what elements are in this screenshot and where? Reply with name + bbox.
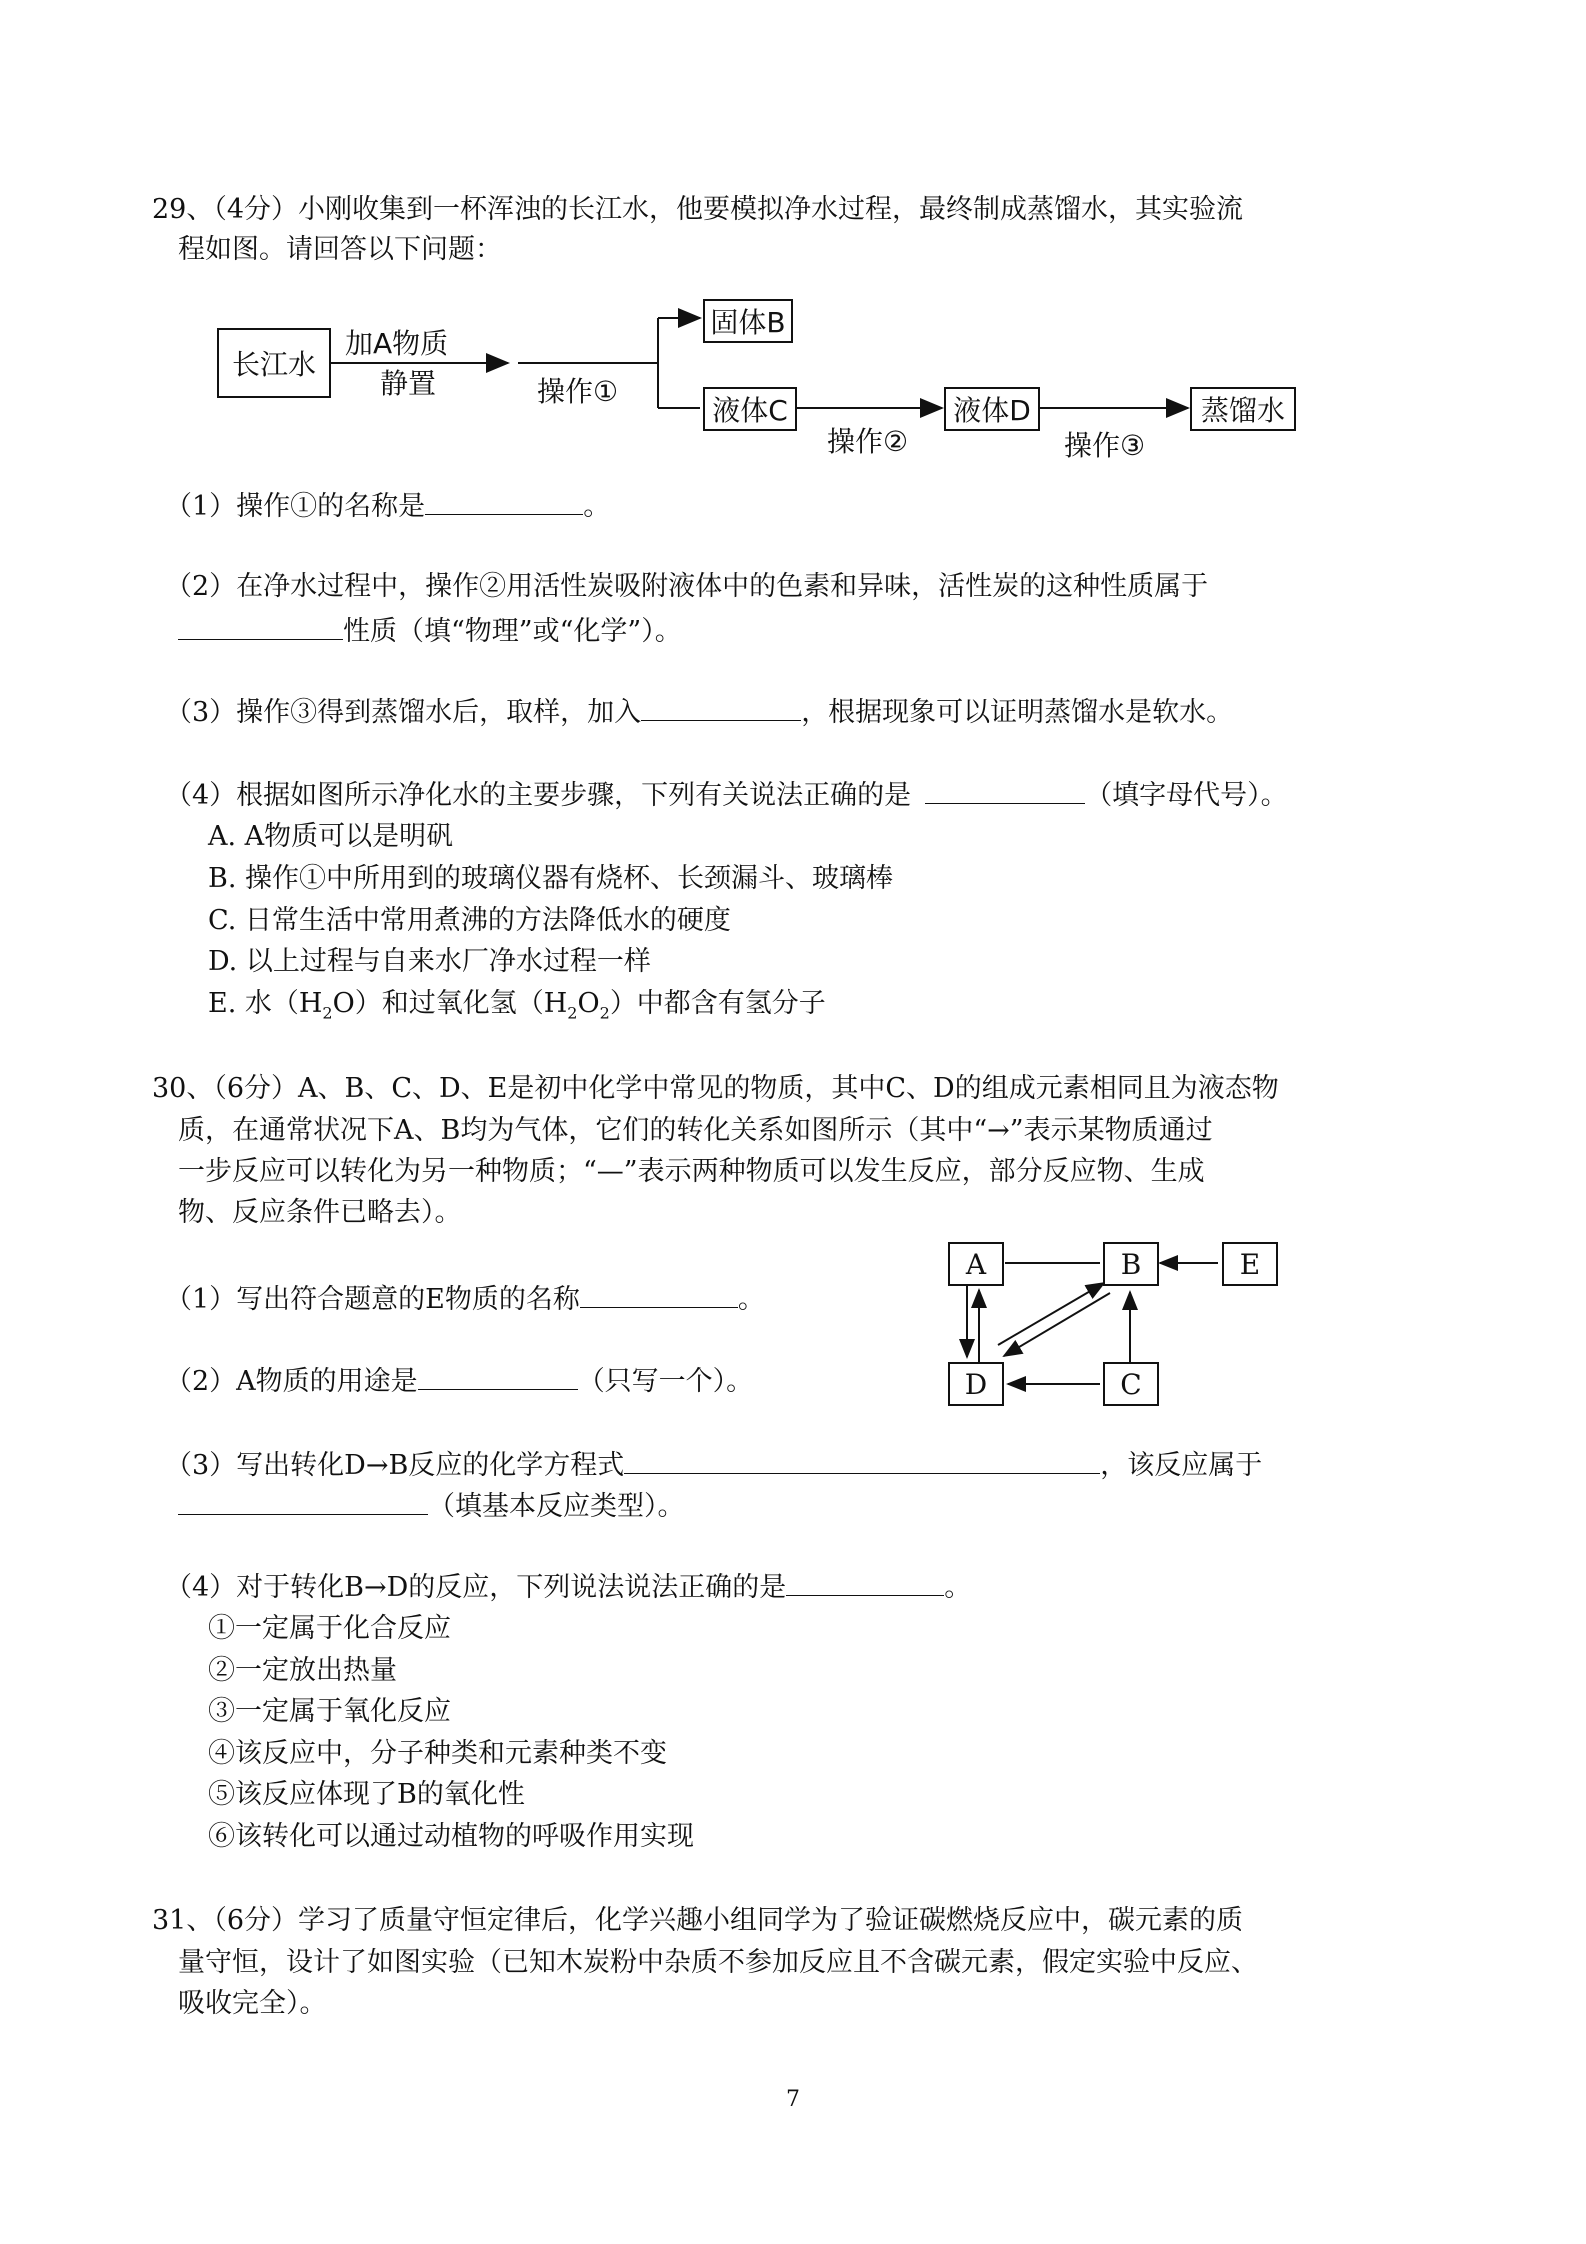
q30-part3-text3: （填基本反应类型）。 <box>428 1491 685 1522</box>
q30-option-1: ①一定属于化合反应 <box>208 1613 451 1644</box>
q30-part3-line2 <box>178 1488 685 1524</box>
q29-part4-text: （4）根据如图所示净化水的主要步骤，下列有关说法正确的是 <box>165 780 912 811</box>
flow-box-yangtze-water: 长江水 <box>217 328 331 398</box>
q29-stem-line2: 程如图。请回答以下问题： <box>178 234 502 265</box>
q30-part4-end: 。 <box>944 1572 972 1603</box>
flow-label-settle: 静置 <box>380 367 437 400</box>
q29-option-d: D. 以上过程与自来水厂净水过程一样 <box>208 946 651 977</box>
q30-stem-line4: 物、反应条件已略去）。 <box>178 1197 462 1228</box>
q30-part4-text: （4）对于转化B→D的反应，下列说法说法正确的是 <box>165 1572 787 1603</box>
q29-option-e-sub3: 2 <box>599 1003 610 1023</box>
q29-option-e-part4: ）中都含有氢分子 <box>609 988 826 1019</box>
q29-part1-text: （1）操作①的名称是 <box>165 491 426 522</box>
q29-part4-end: （填字母代号）。 <box>1085 780 1288 811</box>
node-d: D <box>948 1362 1004 1406</box>
q29-part3-end: ，根据现象可以证明蒸馏水是软水。 <box>801 697 1234 728</box>
flow-label-op2: 操作② <box>827 425 909 458</box>
q30-part1-blank <box>580 1281 738 1308</box>
q30-part1 <box>165 1281 765 1317</box>
q30-part4-blank <box>786 1569 944 1596</box>
q29-option-e-sub2: 2 <box>567 1003 578 1023</box>
q30-part3-text2: ，该反应属于 <box>1100 1450 1263 1481</box>
page-number: 7 <box>786 2087 800 2112</box>
q30-option-6: ⑥该转化可以通过动植物的呼吸作用实现 <box>208 1821 694 1852</box>
q30-part3-blank2 <box>178 1488 428 1515</box>
q30-part2-end: （只写一个）。 <box>577 1366 754 1397</box>
q31-stem-line1: 31、（6分）学习了质量守恒定律后，化学兴趣小组同学为了验证碳燃烧反应中，碳元素的质 <box>152 1905 1244 1936</box>
q30-part3-text: （3）写出转化D→B反应的化学方程式 <box>165 1450 625 1481</box>
q29-option-c: C. 日常生活中常用煮沸的方法降低水的硬度 <box>208 905 731 936</box>
flow-label-add-a: 加A物质 <box>345 327 449 360</box>
q29-part2-line1: （2）在净水过程中，操作②用活性炭吸附液体中的色素和异味，活性炭的这种性质属于 <box>165 571 1209 602</box>
flow-box-solid-b: 固体B <box>703 299 793 343</box>
q30-part3-line1 <box>165 1447 1262 1483</box>
q30-part1-text: （1）写出符合题意的E物质的名称 <box>165 1284 580 1315</box>
q30-part1-end: 。 <box>737 1284 765 1315</box>
q30-part3-blank1 <box>624 1447 1100 1474</box>
q30-part2-blank <box>418 1363 578 1390</box>
node-b: B <box>1103 1242 1159 1286</box>
q30-option-4: ④该反应中，分子种类和元素种类不变 <box>208 1738 667 1769</box>
q29-option-b: B. 操作①中所用到的玻璃仪器有烧杯、长颈漏斗、玻璃棒 <box>208 863 894 894</box>
flow-box-liquid-d: 液体D <box>944 387 1040 431</box>
q31-stem-line2: 量守恒，设计了如图实验（已知木炭粉中杂质不参加反应且不含碳元素，假定实验中反应、 <box>178 1947 1258 1978</box>
q30-part4 <box>165 1569 971 1605</box>
q30-option-3: ③一定属于氧化反应 <box>208 1696 451 1727</box>
q29-part1-end: 。 <box>583 491 611 522</box>
q29-stem-line1: 29、（4分）小刚收集到一杯浑浊的长江水，他要模拟净水过程，最终制成蒸馏水，其实验流 <box>152 194 1244 225</box>
q31-stem-line3: 吸收完全）。 <box>178 1988 327 2019</box>
q30-part2 <box>165 1363 753 1399</box>
q29-option-a: A. A物质可以是明矾 <box>208 821 454 852</box>
flow-box-liquid-c: 液体C <box>703 387 797 431</box>
q29-option-e-sub1: 2 <box>322 1003 333 1023</box>
q30-part2-text: （2）A物质的用途是 <box>165 1366 418 1397</box>
q29-option-e-part3: O <box>577 988 600 1019</box>
q30-option-2: ②一定放出热量 <box>208 1655 397 1686</box>
q29-option-e-part2: O）和过氧化氢（H <box>332 988 568 1019</box>
q29-part3-text: （3）操作③得到蒸馏水后，取样，加入 <box>165 697 642 728</box>
q30-option-5: ⑤该反应体现了B的氧化性 <box>208 1779 525 1810</box>
q29-part2-text: 性质（填“物理”或“化学”）。 <box>343 616 682 647</box>
flow-box-distilled-water: 蒸馏水 <box>1190 387 1296 431</box>
flow-label-op3: 操作③ <box>1064 429 1146 462</box>
node-e: E <box>1222 1242 1278 1286</box>
q29-option-e-part1: E. 水（H <box>208 988 323 1019</box>
node-a: A <box>948 1242 1004 1286</box>
q30-stem-line1: 30、（6分）A、B、C、D、E是初中化学中常见的物质，其中C、D的组成元素相同且为液态物 <box>152 1073 1279 1104</box>
flow-label-op1: 操作① <box>537 375 619 408</box>
q30-stem-line2: 质，在通常状况下A、B均为气体，它们的转化关系如图所示（其中“→”表示某物质通过 <box>178 1115 1213 1146</box>
q30-stem-line3: 一步反应可以转化为另一种物质；“—”表示两种物质可以发生反应，部分反应物、生成 <box>178 1156 1205 1187</box>
node-c: C <box>1103 1362 1159 1406</box>
